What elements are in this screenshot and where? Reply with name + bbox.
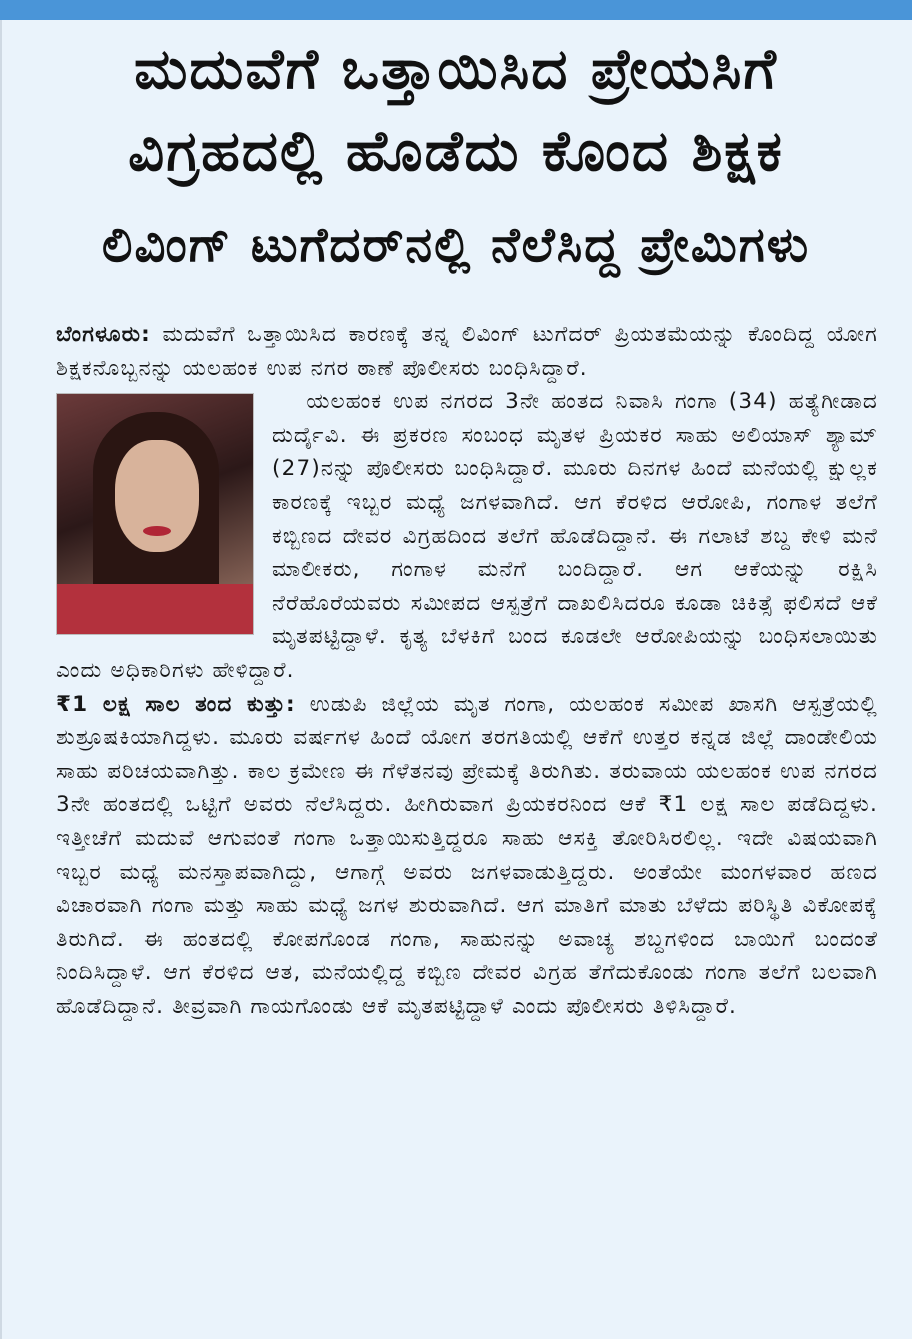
section-text: ಉಡುಪಿ ಜಿಲ್ಲೆಯ ಮೃತ ಗಂಗಾ, ಯಲಹಂಕ ಸಮೀಪ ಖಾಸಗಿ ಆಸ್ಪತ್ರೆಯಲ್ಲಿ ಶುಶ್ರೂಷಕಿಯಾಗಿದ್ದಳು. ಮೂರು ವರ್ಷಗಳ ಹಿಂದೆ ಯೋಗ ತರಗತಿಯಲ್ಲಿ ಆಕೆಗೆ ಉತ್ತರ ಕನ್ನಡ ಜಿಲ್ಲೆ ದಾಂಡೇಲಿಯ ಸಾಹು ಪರಿಚಯವಾಗಿತ್ತು. ಕಾಲ ಕ್ರಮೇಣ ಈ ಗೆಳೆತನವು ಪ್ರೇಮಕ್ಕೆ ತಿರುಗಿತು. ತರುವಾಯ ಯಲಹಂಕ ಉಪ ನಗರದ 3ನೇ ಹಂತದಲ್ಲಿ ಒಟ್ಟಿಗೆ ಅವರು ನೆಲೆಸಿದ್ದರು. ಹೀಗಿರುವಾಗ ಪ್ರಿಯಕರನಿಂದ ಆಕೆ ₹1 ಲಕ್ಷ ಸಾಲ ಪಡೆದಿದ್ದಳು. ಇತ್ತೀಚೆಗೆ ಮದುವೆ ಆಗುವಂತೆ ಗಂಗಾ ಒತ್ತಾಯಿಸುತ್ತಿದ್ದರೂ ಸಾಹು ಆಸಕ್ತಿ ತೋರಿಸಿರಲಿಲ್ಲ. ಇದೇ ವಿಷಯವಾಗಿ ಇಬ್ಬರ ಮಧ್ಯೆ ಮನಸ್ತಾಪವಾಗಿದ್ದು, ಆಗಾಗ್ಗೆ ಅವರು ಜಗಳವಾಡುತ್ತಿದ್ದರು. ಅಂತೆಯೇ ಮಂಗಳವಾರ ಹಣದ ವಿಚಾರವಾಗಿ ಗಂಗಾ ಮತ್ತು ಸಾಹು ಮಧ್ಯೆ ಜಗಳ ಶುರುವಾಗಿದೆ. ಆಗ ಮಾತಿಗೆ ಮಾತು ಬೆಳೆದು ಪರಿಸ್ಥಿತಿ ವಿಕೋಪಕ್ಕೆ ತಿರುಗಿದೆ. ಈ ಹಂತದಲ್ಲಿ ಕೋಪಗೊಂಡ ಗಂಗಾ, ಸಾಹುನನ್ನು ಅವಾಚ್ಯ ಶಬ್ದಗಳಿಂದ ಬಾಯಿಗೆ ಬಂದಂತೆ ನಿಂದಿಸಿದ್ದಾಳೆ. ಆಗ ಕೆರಳಿದ ಆತ, ಮನೆಯಲ್ಲಿದ್ದ ಕಬ್ಬಿಣ ದೇವರ ವಿಗ್ರಹ ತೆಗೆದುಕೊಂಡು ಗಂಗಾ ತಲೆಗೆ ಬಲವಾಗಿ ಹೊಡೆದಿದ್ದಾನೆ. ತೀವ್ರವಾಗಿ ಗಾಯಗೊಂಡು ಆಕೆ ಮೃತಪಟ್ಟಿದ್ದಾಳೆ ಎಂದು ಪೊಲೀಸರು ತಿಳಿಸಿದ್ದಾರೆ. bbox=[56, 691, 878, 1019]
lead-paragraph bbox=[56, 318, 878, 385]
victim-photo bbox=[56, 393, 254, 635]
article-body bbox=[56, 318, 878, 1023]
body-paragraph-3 bbox=[56, 688, 878, 1024]
photo-shirt bbox=[57, 584, 253, 635]
top-color-bar bbox=[0, 0, 912, 20]
headline-line-1: ಮದುವೆಗೆ ಒತ್ತಾಯಿಸಿದ ಪ್ರೇಯಸಿಗೆ bbox=[134, 37, 778, 102]
headline-line-2: ವಿಗ್ರಹದಲ್ಲಿ ಹೊಡೆದು ಕೊಂದ ಶಿಕ್ಷಕ bbox=[128, 119, 784, 184]
body-paragraph-2: ಯಲಹಂಕ ಉಪ ನಗರದ 3ನೇ ಹಂತದ ನಿವಾಸಿ ಗಂಗಾ (34) ಹತ್ಯೆಗೀಡಾದ ದುರ್ದೈವಿ. ಈ ಪ್ರಕರಣ ಸಂಬಂಧ ಮೃತಳ ಪ್ರಿಯಕರ ಸಾಹು ಅಲಿಯಾಸ್ ಶ್ಯಾಮ್ (27)ನನ್ನು ಪೊಲೀಸರು ಬಂಧಿಸಿದ್ದಾರೆ. ಮೂರು ದಿನಗಳ ಹಿಂದೆ ಮನೆಯಲ್ಲಿ ಕ್ಷುಲ್ಲಕ ಕಾರಣಕ್ಕೆ ಇಬ್ಬರ ಮಧ್ಯೆ ಜಗಳವಾಗಿದೆ. ಆಗ ಕೆರಳಿದ ಆರೋಪಿ, ಗಂಗಾಳ ತಲೆಗೆ ಕಬ್ಬಿಣದ ದೇವರ ವಿಗ್ರಹದಿಂದ ತಲೆಗೆ ಹೊಡೆದಿದ್ದಾನೆ. ಈ ಗಲಾಟೆ ಶಬ್ದ ಕೇಳಿ ಮನೆ ಮಾಲೀಕರು, ಗಂಗಾಳ ಮನೆಗೆ ಬಂದಿದ್ದಾರೆ. ಆಗ ಆಕೆಯನ್ನು ರಕ್ಷಿಸಿ ನೆರೆಹೊರೆಯವರು ಸಮೀಪದ ಆಸ್ಪತ್ರೆಗೆ ದಾಖಲಿಸಿದರೂ ಕೂಡಾ ಚಿಕಿತ್ಸೆ ಫಲಿಸದೆ ಆಕೆ ಮೃತಪಟ್ಟಿದ್ದಾಳೆ. ಕೃತ್ಯ ಬೆಳಕಿಗೆ ಬಂದ ಕೂಡಲೇ ಆರೋಪಿಯನ್ನು ಬಂಧಿಸಲಾಯಿತು ಎಂದು ಅಧಿಕಾರಿಗಳು ಹೇಳಿದ್ದಾರೆ. bbox=[56, 389, 878, 683]
section-subhead: ₹1 ಲಕ್ಷ ಸಾಲ ತಂದ ಕುತ್ತು: bbox=[56, 691, 296, 717]
subheadline: ಲಿವಿಂಗ್ ಟುಗೆದರ್‌ನಲ್ಲಿ ನೆಲೆಸಿದ್ದ ಪ್ರೇಮಿಗಳು bbox=[101, 217, 811, 273]
dateline: ಬೆಂಗಳೂರು: bbox=[56, 322, 151, 347]
lead-text: ಮದುವೆಗೆ ಒತ್ತಾಯಿಸಿದ ಕಾರಣಕ್ಕೆ ತನ್ನ ಲಿವಿಂಗ್ ಟುಗೆದರ್ ಪ್ರಿಯತಮೆಯನ್ನು ಕೊಂದಿದ್ದ ಯೋಗ ಶಿಕ್ಷಕನೊಬ್ಬನನ್ನು ಯಲಹಂಕ ಉಪ ನಗರ ಠಾಣೆ ಪೊಲೀಸರು ಬಂಧಿಸಿದ್ದಾರೆ. bbox=[56, 322, 878, 381]
